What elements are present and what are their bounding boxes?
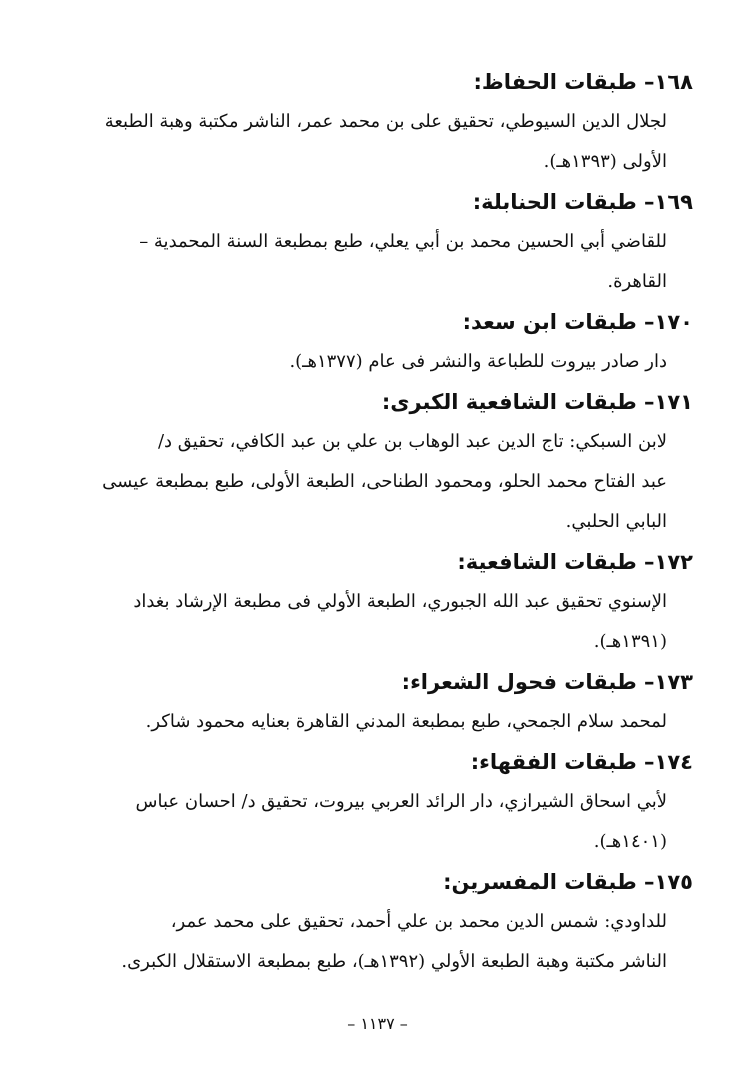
bibliography-entry <box>64 62 693 182</box>
entry-line: للقاضي أبي الحسين محمد بن أبي يعلي، طبع بمطبعة السنة المحمدية – <box>139 231 667 252</box>
bibliography-entry <box>64 382 693 542</box>
entry-title: ١٧١– طبقات الشافعية الكبرى: <box>381 390 693 414</box>
entry-body <box>64 102 693 182</box>
entry-body <box>64 702 693 742</box>
entry-body <box>64 782 693 862</box>
entry-title: ١٦٨– طبقات الحفاظ: <box>473 70 693 94</box>
entry-line: القاهرة. <box>607 271 667 292</box>
entry-title: ١٧٠– طبقات ابن سعد: <box>462 310 693 334</box>
bibliography-entry <box>64 542 693 662</box>
entry-title: ١٧٤– طبقات الفقهاء: <box>470 750 693 774</box>
page-number: – ١١٣٧ – <box>347 1014 408 1033</box>
entry-line: لمحمد سلام الجمحي، طبع بمطبعة المدني القاهرة بعنايه محمود شاكر. <box>145 711 667 732</box>
entry-line: الأولى (١٣٩٣هـ). <box>543 151 667 172</box>
entry-body <box>64 582 693 662</box>
bibliography-list <box>64 62 693 982</box>
entry-body <box>64 222 693 302</box>
entry-line: البابي الحلبي. <box>565 511 667 532</box>
bibliography-entry <box>64 742 693 862</box>
entry-line: الإسنوي تحقيق عبد الله الجبوري، الطبعة الأولي فى مطبعة الإرشاد بغداد <box>133 591 667 612</box>
entry-line: عبد الفتاح محمد الحلو، ومحمود الطناحى، الطبعة الأولى، طبع بمطبعة عيسى <box>102 471 667 492</box>
entry-title: ١٦٩– طبقات الحنابلة: <box>472 190 693 214</box>
entry-line: دار صادر بيروت للطباعة والنشر فى عام (١٣٧٧هـ). <box>289 351 667 372</box>
bibliography-entry <box>64 182 693 302</box>
entry-title: ١٧٥– طبقات المفسرين: <box>443 870 693 894</box>
entry-line: لجلال الدين السيوطي، تحقيق على بن محمد عمر، الناشر مكتبة وهبة الطبعة <box>104 111 667 132</box>
entry-line: للداودي: شمس الدين محمد بن علي أحمد، تحقيق على محمد عمر، <box>170 911 667 932</box>
entry-body <box>64 902 693 982</box>
bibliography-entry <box>64 662 693 742</box>
bibliography-entry <box>64 302 693 382</box>
entry-line: (١٣٩١هـ). <box>593 631 667 652</box>
entry-line: لأبي اسحاق الشيرازي، دار الرائد العربي بيروت، تحقيق د/ احسان عباس <box>135 791 667 812</box>
entry-line: الناشر مكتبة وهبة الطبعة الأولي (١٣٩٢هـ)، طبع بمطبعة الاستقلال الكبرى. <box>121 951 667 972</box>
entry-body <box>64 342 693 382</box>
entry-title: ١٧٣– طبقات فحول الشعراء: <box>401 670 693 694</box>
bibliography-entry <box>64 862 693 982</box>
entry-line: (١٤٠١هـ). <box>593 831 667 852</box>
entry-body <box>64 422 693 542</box>
entry-line: لابن السبكي: تاج الدين عبد الوهاب بن علي بن عبد الكافي، تحقيق د/ <box>157 431 667 452</box>
entry-title: ١٧٢– طبقات الشافعية: <box>457 550 693 574</box>
